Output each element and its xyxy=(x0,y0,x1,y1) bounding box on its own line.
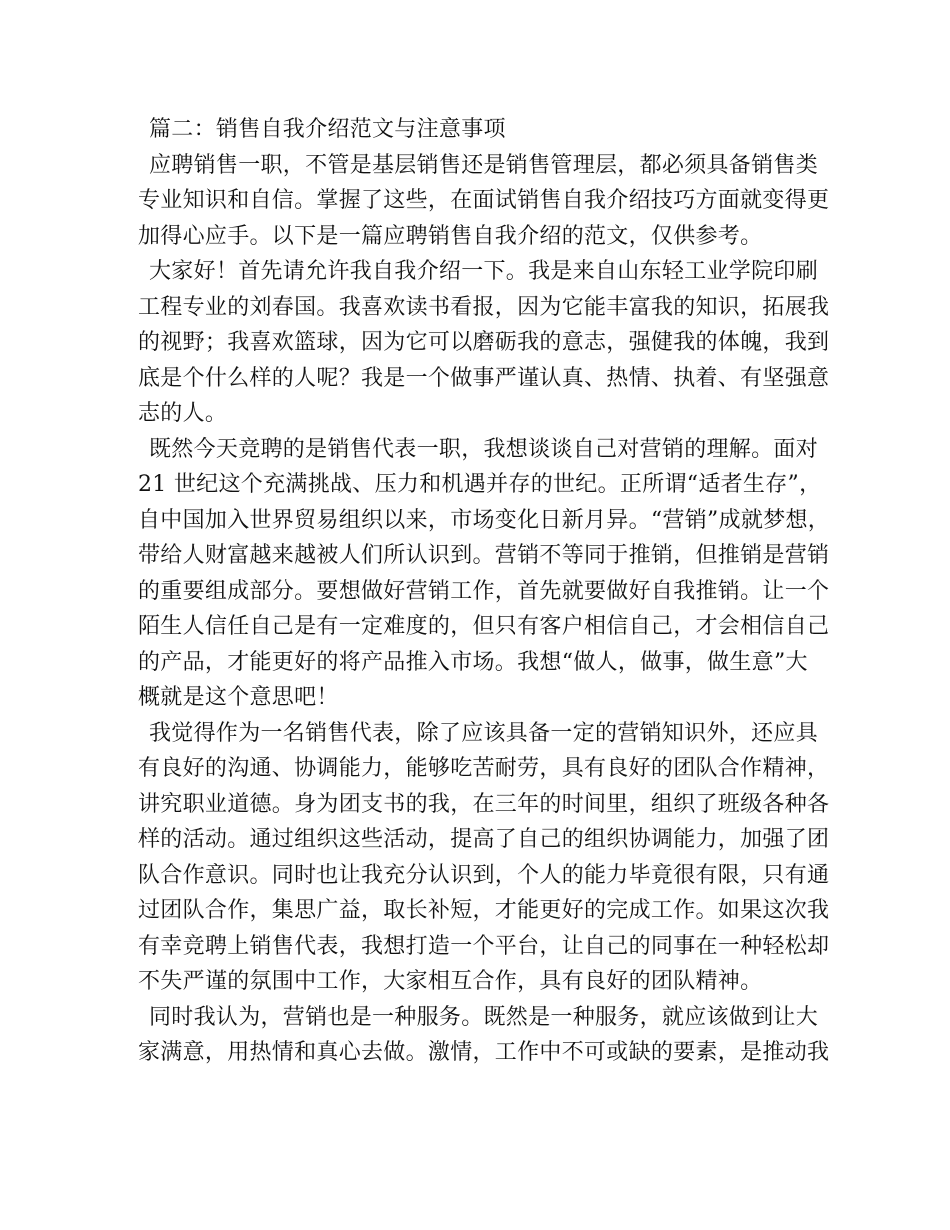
document-title: 篇二：销售自我介绍范文与注意事项 xyxy=(149,117,506,142)
paragraph-line: 讲究职业道德。身为团支书的我，在三年的时间里，组织了班级各种各 xyxy=(138,791,830,817)
paragraph-line: 家满意，用热情和真心去做。激情，工作中不可或缺的要素，是推动我 xyxy=(138,1040,830,1065)
paragraph-line: 专业知识和自信。掌握了这些，在面试销售自我介绍技巧方面就变得更 xyxy=(138,188,830,213)
paragraph-line: 的产品，才能更好的将产品推入市场。我想“做人，做事，做生意”大 xyxy=(138,649,808,675)
paragraph-line: 志的人。 xyxy=(138,401,228,426)
paragraph-line: 样的活动。通过组织这些活动，提高了自己的组织协调能力，加强了团 xyxy=(138,827,830,852)
paragraph-line: 的视野；我喜欢篮球，因为它可以磨砺我的意志，强健我的体魄，我到 xyxy=(138,330,830,355)
paragraph-line: 过团队合作，集思广益，取长补短，才能更好的完成工作。如果这次我 xyxy=(138,898,830,923)
paragraph-line: 加得心应手。以下是一篇应聘销售自我介绍的范文，仅供参考。 xyxy=(138,223,763,249)
paragraph-line: 不失严谨的氛围中工作，大家相互合作，具有良好的团队精神。 xyxy=(138,969,763,994)
paragraph-line: 工程专业的刘春国。我喜欢读书看报，因为它能丰富我的知识，拓展我 xyxy=(138,294,830,320)
paragraph-line: 底是个什么样的人呢？我是一个做事严谨认真、热情、执着、有坚强意 xyxy=(138,365,830,391)
paragraph-line: 陌生人信任自己是有一定难度的，但只有客户相信自己，才会相信自己 xyxy=(138,614,830,639)
paragraph-line: 21 世纪这个充满挑战、压力和机遇并存的世纪。正所谓“适者生存”， xyxy=(138,472,822,497)
paragraph-line: 应聘销售一职，不管是基层销售还是销售管理层，都必须具备销售类 xyxy=(149,152,819,178)
paragraph-line: 有幸竞聘上销售代表，我想打造一个平台，让自己的同事在一种轻松却 xyxy=(138,933,830,959)
paragraph-line: 自中国加入世界贸易组织以来，市场变化日新月异。“营销”成就梦想， xyxy=(138,507,831,533)
paragraph-line: 同时我认为，营销也是一种服务。既然是一种服务，就应该做到让大 xyxy=(149,1004,819,1030)
paragraph-line: 我觉得作为一名销售代表，除了应该具备一定的营销知识外，还应具 xyxy=(149,720,819,746)
paragraph-line: 有良好的沟通、协调能力，能够吃苦耐劳，具有良好的团队合作精神， xyxy=(138,756,830,781)
paragraph-line: 带给人财富越来越被人们所认识到。营销不等同于推销，但推销是营销 xyxy=(138,543,830,568)
paragraph-line: 概就是这个意思吧！ xyxy=(138,685,339,710)
paragraph-line: 大家好！首先请允许我自我介绍一下。我是来自山东轻工业学院印刷 xyxy=(149,259,819,284)
paragraph-line: 的重要组成部分。要想做好营销工作，首先就要做好自我推销。让一个 xyxy=(138,578,830,604)
paragraph-line: 既然今天竞聘的是销售代表一职，我想谈谈自己对营销的理解。面对 xyxy=(149,436,819,462)
paragraph-line: 队合作意识。同时也让我充分认识到，个人的能力毕竟很有限，只有通 xyxy=(138,862,830,888)
document-page xyxy=(138,112,831,1071)
